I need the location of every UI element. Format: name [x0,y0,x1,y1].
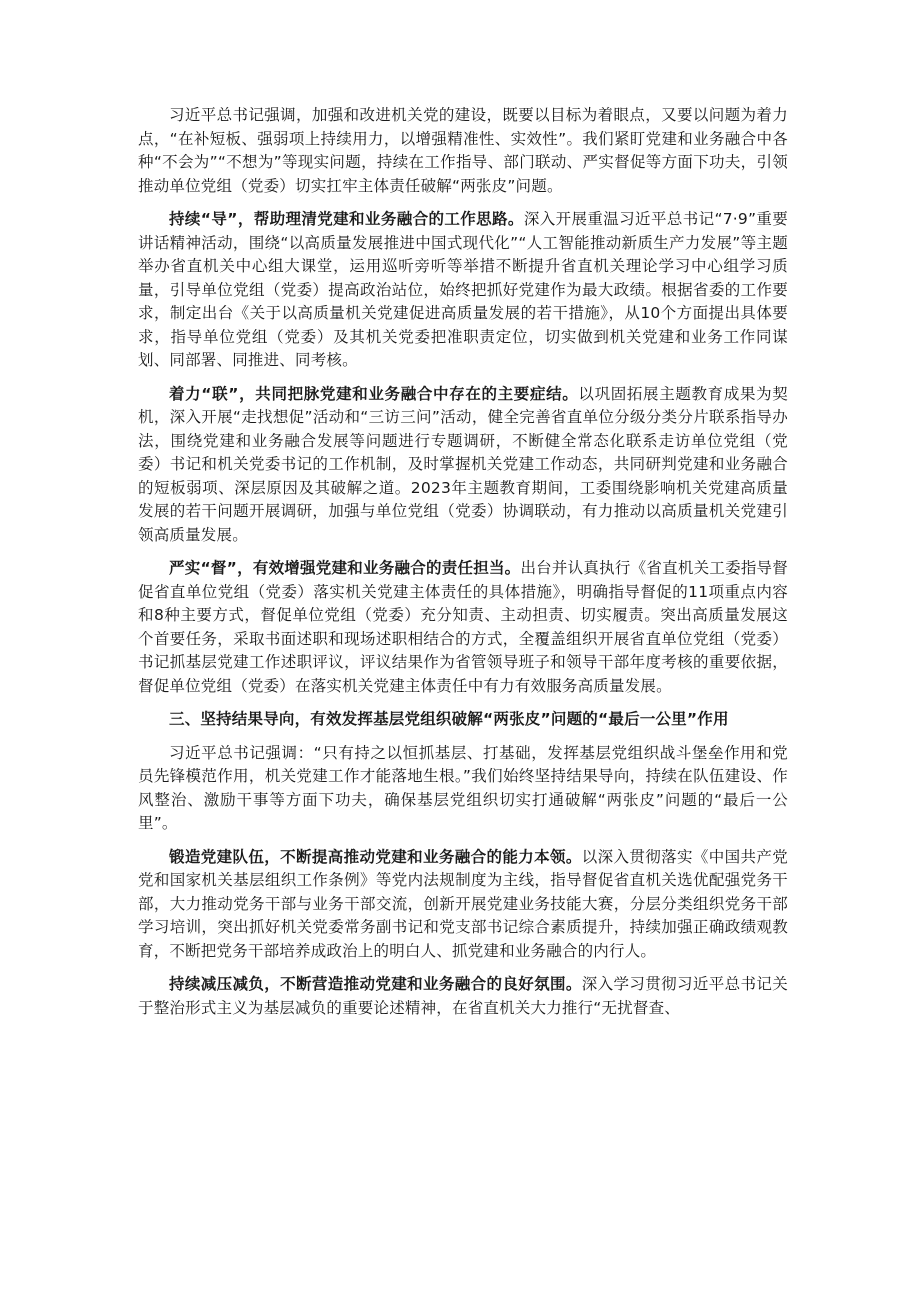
paragraph-text: 出台并认真执行《省直机关工委指导督促省直单位党组（党委）落实机关党建主体责任的具体措施》，明确指导督促的11项重点内容和8种主要方式，督促单位党组（党委）充分知责、主动担责、切实履责。突出高质量发展这个首要任务，采取书面述职和现场述职相结合的方式，全覆盖组织开展省直单位党组（党委）书记抓基层党建工作述职评议，评议结果作为省管领导班子和领导干部年度考核的重要依据，督促单位党组（党委）在落实机关党建主体责任中有力有效服务高质量发展。 [138,559,788,695]
paragraph-text: 习近平总书记强调，加强和改进机关党的建设，既要以目标为着眼点，又要以问题为着力点，“在补短板、强弱项上持续用力，以增强精准性、实效性”。我们紧盯党建和业务融合中各种“不会为”“不想为”等现实问题，持续在工作指导、部门联动、严实督促等方面下功夫，引领推动单位党组（党委）切实扛牢主体责任破解“两张皮”问题。 [138,106,788,195]
paragraph-lead: 持续“导”，帮助理清党建和业务融合的工作思路。 [169,210,524,228]
guide-paragraph [138,208,788,373]
intro-paragraph [138,104,788,198]
paragraph-text: 以深入贯彻落实《中国共产党党和国家机关基层组织工作条例》等党内法规制度为主线，指导督促省直机关选优配强党务干部，大力推动党务干部与业务干部交流，创新开展党建业务技能大赛，分层分类组织党务干部学习培训，突出抓好机关党委常务副书记和党支部书记综合素质提升，持续加强正确政绩观教育，不断把党务干部培养成政治上的明白人、抓党建和业务融合的内行人。 [138,847,788,960]
section-three-heading: 三、坚持结果导向，有效发挥基层党组织破解“两张皮”问题的“最后一公里”作用 [169,710,729,728]
paragraph-lead: 着力“联”，共同把脉党建和业务融合中存在的主要症结。 [169,384,579,403]
section-three-intro-paragraph [138,742,788,836]
link-paragraph [138,383,788,548]
paragraph-text: 深入学习贯彻习近平总书记关于整治形式主义为基层减负的重要论述精神，在省直机关大力推行“无扰督查、 [138,975,788,1017]
paragraph-text: 习近平总书记强调：“只有持之以恒抓基层、打基础，发挥基层党组织战斗堡垒作用和党员先锋模范作用，机关党建工作才能落地生根。”我们始终坚持结果导向，持续在队伍建设、作风整治、激励干事等方面下功夫，确保基层党组织切实打通破解“两张皮”问题的“最后一公里”。 [138,743,788,832]
paragraph-lead: 持续减压减负，不断营造推动党建和业务融合的良好氛围。 [169,975,582,993]
team-building-paragraph [138,846,788,964]
paragraph-text: 以巩固拓展主题教育成果为契机，深入开展“走找想促”活动和“三访三问”活动，健全完善省直单位分级分类分片联系指导办法，围绕党建和业务融合发展等问题进行专题调研，不断健全常态化联系走访单位党组（党委）书记和机关党委书记的工作机制，及时掌握机关党建工作动态，共同研判党建和业务融合的短板弱项、深层原因及其破解之道。2023年主题教育期间，工委围绕影响机关党建高质量发展的若干问题开展调研，加强与单位党组（党委）协调联动，有力推动以高质量机关党建引领高质量发展。 [138,384,788,544]
supervise-paragraph [138,557,788,698]
burden-reduction-paragraph [138,973,788,1020]
paragraph-lead: 锻造党建队伍，不断提高推动党建和业务融合的能力本领。 [169,847,582,866]
paragraph-lead: 严实“督”，有效增强党建和业务融合的责任担当。 [169,559,521,577]
document-page [138,104,788,1030]
paragraph-text: 深入开展重温习近平总书记“7·9”重要讲话精神活动，围绕“以高质量发展推进中国式现代化”“人工智能推动新质生产力发展”等主题举办省直机关中心组大课堂，运用巡听旁听等举措不断提升省直机关理论学习中心组学习质量，引导单位党组（党委）提高政治站位，始终把抓好党建作为最大政绩。根据省委的工作要求，制定出台《关于以高质量机关党建促进高质量发展的若干措施》，从10个方面提出具体要求，指导单位党组（党委）及其机关党委把准职责定位，切实做到机关党建和业务工作同谋划、同部署、同推进、同考核。 [138,210,788,369]
